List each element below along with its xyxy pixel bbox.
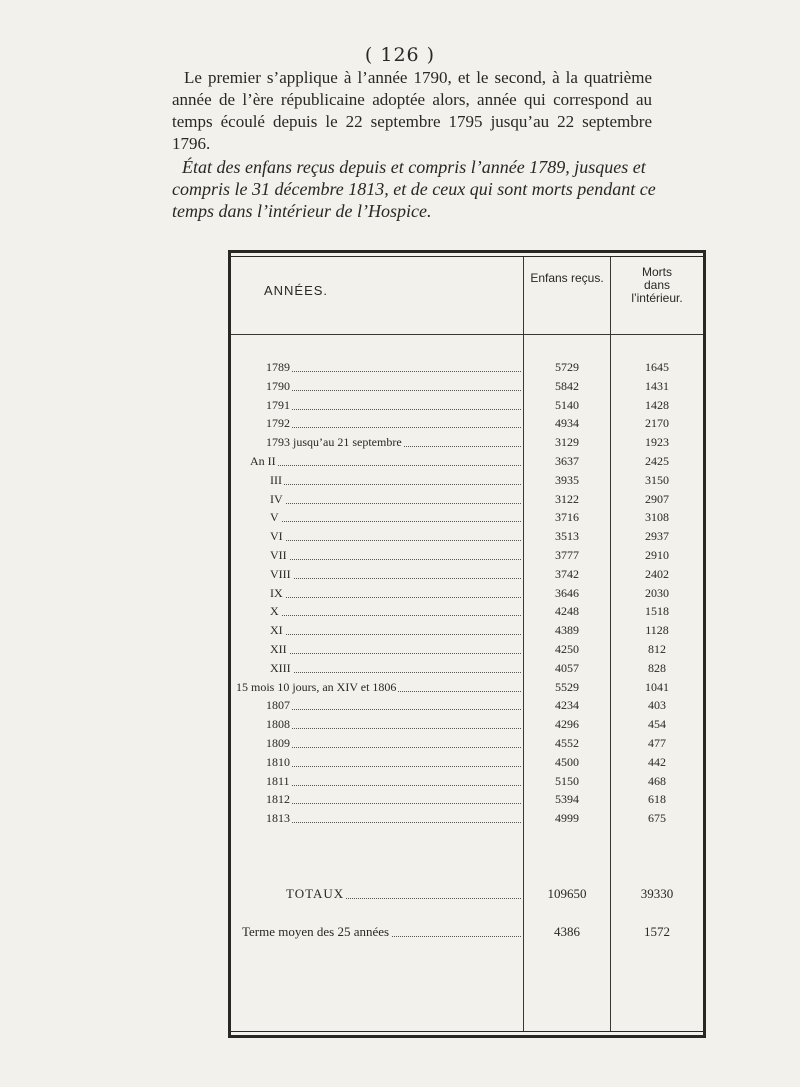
row-enfans: 3742: [555, 566, 579, 581]
row-label: 1810: [266, 754, 290, 769]
row-leader-dots: [274, 492, 521, 504]
row-enfans: 3129: [555, 435, 579, 450]
row-morts: 1645: [645, 360, 669, 374]
row-label: 1811: [266, 773, 290, 788]
row-label: XIII: [270, 660, 291, 675]
row-label: 1809: [266, 735, 290, 750]
row-leader-dots: [274, 661, 521, 673]
table-row: [228, 602, 706, 621]
totals-leader: [328, 886, 521, 899]
table-row: [228, 659, 706, 678]
row-leader-dots: [274, 529, 521, 541]
row-morts: 2030: [645, 585, 669, 600]
row-leader-dots: [270, 811, 521, 823]
row-morts: 618: [648, 792, 666, 807]
row-leader-dots: [270, 736, 521, 748]
header-enfans-recus: Enfans reçus.: [530, 271, 604, 285]
table-row: [228, 621, 706, 640]
row-enfans: 5150: [555, 773, 579, 788]
table-row: [228, 584, 706, 603]
row-leader-dots: [270, 416, 521, 428]
row-enfans: 4296: [555, 717, 579, 732]
average-label: Terme moyen des 25 années: [242, 924, 390, 939]
table-title: [172, 156, 656, 222]
totals-morts: 39330: [640, 886, 674, 901]
row-enfans: 4389: [555, 623, 579, 638]
row-label: VIII: [270, 566, 291, 581]
row-morts: 3108: [645, 510, 669, 525]
table-row: [228, 471, 706, 490]
row-leader-dots: [270, 755, 521, 767]
table-row: [228, 546, 706, 565]
header-morts-line2: dans: [643, 278, 671, 292]
table-row: [228, 508, 706, 527]
row-leader-dots: [270, 398, 521, 410]
table-title-text: État des enfans reçus depuis et compris l’année 1789, jusques et compris le 31 décembre 1813, et de ceux qui sont morts pendant ce temps dans l’intérieur de l’Hospice.: [172, 157, 656, 221]
table-row: [228, 678, 706, 697]
page-number: ( 126 ): [364, 44, 436, 66]
table-row: [228, 377, 706, 396]
row-label: 1812: [266, 792, 290, 807]
row-leader-dots: [270, 717, 521, 729]
intro-text: Le premier s’applique à l’année 1790, et le second, à la quatrième année de l’ère républicaine adoptée alors, année qui correspond au temps écoulé depuis le 22 septembre 1795 jusqu’au 22 septembre 1796.: [172, 68, 652, 153]
row-enfans: 4552: [555, 735, 579, 750]
row-label: XI: [270, 623, 283, 638]
row-label: VI: [270, 529, 283, 544]
intro-paragraph: [172, 67, 652, 155]
table-row: [228, 565, 706, 584]
row-enfans: 5394: [555, 792, 579, 807]
table-row: [228, 414, 706, 433]
row-leader-dots: [274, 642, 521, 654]
row-morts: 454: [648, 717, 666, 732]
totals-row: [228, 884, 706, 904]
row-morts: 1431: [645, 378, 669, 393]
row-morts: 477: [648, 735, 666, 750]
row-leader-dots: [254, 454, 521, 466]
row-morts: 2402: [645, 566, 669, 581]
row-morts: 442: [648, 754, 666, 769]
row-enfans: 5729: [555, 360, 579, 374]
row-leader-dots: [270, 379, 521, 391]
table-row: [228, 772, 706, 791]
row-label: III: [270, 472, 282, 487]
totals-label: TOTAUX: [286, 886, 345, 901]
table-border-bottom-inner: [228, 1031, 706, 1032]
table-body: [228, 358, 706, 828]
row-leader-dots: [270, 792, 521, 804]
row-morts: 2907: [645, 491, 669, 506]
row-morts: 3150: [645, 472, 669, 487]
row-morts: 2910: [645, 547, 669, 562]
row-enfans: 4234: [555, 698, 579, 713]
row-enfans: 3513: [555, 529, 579, 544]
row-morts: 675: [648, 811, 666, 826]
row-leader-dots: [274, 548, 521, 560]
table-row: [228, 734, 706, 753]
row-leader-dots: [270, 774, 521, 786]
table-row: [228, 396, 706, 415]
row-morts: 1041: [645, 679, 669, 694]
table-row: [228, 809, 706, 828]
table-row: [228, 715, 706, 734]
table-border-top-inner: [228, 256, 706, 257]
header-years: ANNÉES.: [263, 283, 329, 298]
row-enfans: 4500: [555, 754, 579, 769]
row-morts: 2425: [645, 453, 669, 468]
row-enfans: 5529: [555, 679, 579, 694]
row-enfans: 5140: [555, 397, 579, 412]
row-enfans: 4057: [555, 660, 579, 675]
header-morts-line3: l’intérieur.: [631, 291, 683, 305]
row-enfans: 3777: [555, 547, 579, 562]
row-enfans: 3122: [555, 491, 579, 506]
row-morts: 468: [648, 773, 666, 788]
row-morts: 1428: [645, 397, 669, 412]
table-row: [228, 527, 706, 546]
row-enfans: 4248: [555, 604, 579, 619]
average-morts: 1572: [644, 924, 670, 939]
row-morts: 403: [648, 698, 666, 713]
table-row: [228, 640, 706, 659]
row-label: 1793 jusqu’au 21 septembre: [266, 435, 402, 450]
row-enfans: 4999: [555, 811, 579, 826]
row-enfans: 3716: [555, 510, 579, 525]
totals-enfans: 109650: [547, 886, 587, 901]
table-border-bottom: [228, 1035, 706, 1038]
row-morts: 2937: [645, 529, 669, 544]
row-enfans: 5842: [555, 378, 579, 393]
row-morts: 2170: [645, 416, 669, 431]
row-label: X: [270, 604, 279, 619]
table-row: [228, 696, 706, 715]
average-row: [228, 922, 706, 942]
header-morts-line1: Morts: [642, 265, 672, 279]
row-enfans: 4934: [555, 416, 579, 431]
row-morts: 1923: [645, 435, 669, 450]
row-label: VII: [270, 547, 287, 562]
row-leader-dots: [274, 586, 521, 598]
table-row: [228, 790, 706, 809]
row-label: IX: [270, 585, 283, 600]
row-morts: 812: [648, 641, 666, 656]
row-enfans: 3935: [555, 472, 579, 487]
table-row: [228, 433, 706, 452]
row-label: V: [270, 510, 279, 525]
row-label: 1813: [266, 811, 290, 826]
row-morts: 828: [648, 660, 666, 675]
row-label: 1807: [266, 698, 290, 713]
row-leader-dots: [274, 510, 521, 522]
row-label: 1791: [266, 397, 290, 412]
row-label: 1790: [266, 378, 290, 393]
row-label: 1789: [266, 360, 290, 374]
table-row: [228, 490, 706, 509]
row-leader-dots: [270, 360, 521, 372]
row-leader-dots: [274, 623, 521, 635]
row-label: XII: [270, 641, 287, 656]
row-enfans: 3646: [555, 585, 579, 600]
row-label: 15 mois 10 jours, an XIV et 1806: [236, 679, 397, 694]
table-row: [228, 452, 706, 471]
row-leader-dots: [274, 567, 521, 579]
row-label: 1808: [266, 717, 290, 732]
row-leader-dots: [274, 473, 521, 485]
table-row: [228, 753, 706, 772]
row-enfans: 4250: [555, 641, 579, 656]
row-label: IV: [270, 491, 283, 506]
row-morts: 1518: [645, 604, 669, 619]
row-leader-dots: [274, 604, 521, 616]
header-divider: [231, 334, 703, 335]
row-morts: 1128: [645, 623, 669, 638]
row-label: 1792: [266, 416, 290, 431]
row-leader-dots: [270, 698, 521, 710]
row-enfans: 3637: [555, 453, 579, 468]
header-morts: [613, 266, 701, 305]
table-border-top: [228, 250, 706, 253]
average-enfans: 4386: [554, 924, 580, 939]
mortality-table: [228, 250, 706, 1038]
table-row: [228, 358, 706, 377]
row-label: An II: [250, 453, 276, 468]
